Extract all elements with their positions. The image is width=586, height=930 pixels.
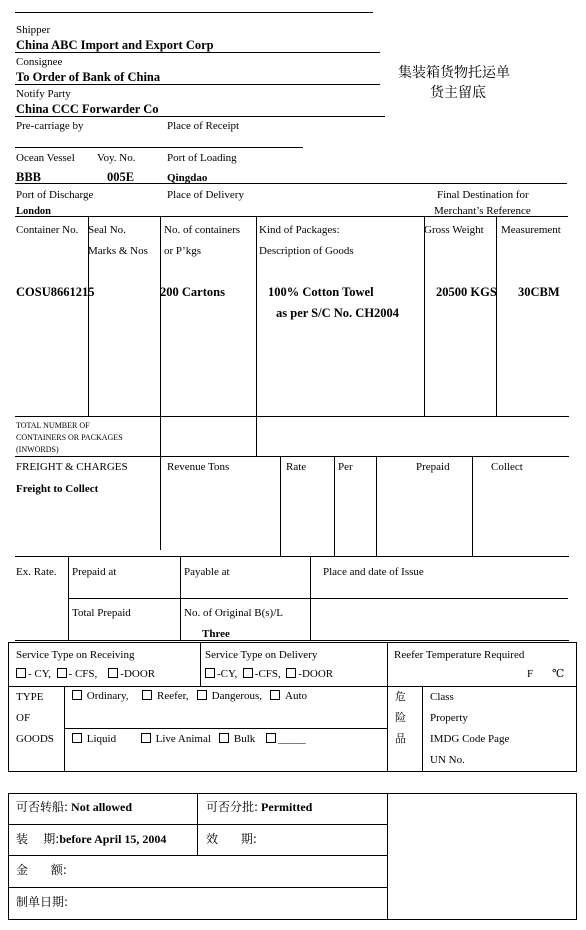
freight-label: FREIGHT & CHARGES [16, 461, 128, 473]
freight-bottom-rule [15, 556, 569, 557]
cy-checkbox[interactable] [16, 668, 26, 678]
door-checkbox[interactable] [108, 668, 118, 678]
cfs-label: -CFS, [254, 668, 281, 680]
bottom-rule-1 [8, 824, 388, 825]
reefer-c: ℃ [552, 668, 565, 680]
doc-title: 集装箱货物托运单 [398, 65, 510, 81]
shipment-row [16, 832, 166, 847]
freight-col-line [472, 456, 473, 556]
shipment-value: before April 15, 2004 [59, 832, 167, 846]
receipt-rule [15, 147, 303, 148]
voyage-value: 005E [107, 170, 135, 184]
bottom-col-line [387, 793, 388, 920]
pre-carriage-label: Pre-carriage by [16, 120, 84, 132]
validity-row [206, 832, 257, 847]
service-receiving-label: Service Type on Receiving [16, 649, 135, 661]
auto-checkbox[interactable] [270, 690, 280, 700]
place-delivery-label: Place of Delivery [167, 189, 244, 201]
danger-cn-2: 险 [395, 711, 406, 724]
cargo-col-line [160, 216, 161, 456]
kind-header: Kind of Packages: [259, 224, 340, 236]
notify-label: Notify Party [16, 88, 71, 100]
freight-col-line [160, 456, 161, 550]
cargo-col-line [256, 216, 257, 456]
partial-value: Permitted [261, 800, 313, 814]
danger-class: Class [430, 691, 454, 703]
payable-at-label: Payable at [184, 566, 230, 578]
notify-value: China CCC Forwarder Co [16, 102, 159, 116]
cy-label: - CY, [28, 668, 52, 680]
goods-label: GOODS [16, 733, 54, 745]
consignee-label: Consignee [16, 56, 63, 68]
total-prepaid-label: Total Prepaid [72, 607, 131, 619]
exrate-bottom-rule [15, 640, 569, 641]
cfs-label: - CFS, [68, 668, 98, 680]
or-pkgs-header: or P’kgs [164, 245, 201, 257]
per-label: Per [338, 461, 353, 473]
service-delivery-options [205, 668, 333, 681]
liquid-checkbox[interactable] [72, 733, 82, 743]
exrate-mid-rule [68, 598, 568, 599]
container-value: COSU8661215 [16, 285, 95, 299]
goods-value: 100% Cotton Towel [268, 285, 374, 299]
freight-col-line [280, 456, 281, 556]
desc-header: Description of Goods [259, 245, 354, 257]
top-rule [15, 12, 373, 13]
reefer-label: Reefer Temperature Required [394, 649, 525, 661]
cargo-col-line [88, 216, 89, 416]
port-discharge-value: London [16, 206, 52, 217]
bulk-checkbox[interactable] [219, 733, 229, 743]
no-containers-header: No. of containers [164, 224, 241, 236]
service-col-line [387, 642, 388, 772]
door-checkbox[interactable] [286, 668, 296, 678]
danger-un: UN No. [430, 754, 465, 766]
doc-subtitle: 货主留底 [430, 85, 486, 101]
gross-header: Gross Weight [424, 224, 484, 236]
total-number-line1: TOTAL NUMBER OF [16, 421, 90, 430]
cargo-bottom-rule [15, 416, 569, 417]
prepaid-label: Prepaid [416, 461, 450, 473]
final-dest-line1: Final Destination for [437, 189, 529, 201]
transship-value: Not allowed [71, 800, 133, 814]
reefer-f: F [527, 668, 534, 680]
container-no-header: Container No. [16, 224, 79, 236]
cy-checkbox[interactable] [205, 668, 215, 678]
liquid-label: Liquid [86, 733, 117, 745]
other-blank: _____ [278, 733, 306, 745]
danger-cn-3: 品 [395, 732, 406, 745]
danger-cn-1: 危 [395, 690, 406, 703]
vessel-rule [15, 183, 567, 184]
freight-col-line [376, 456, 377, 556]
service-delivery-label: Service Type on Delivery [205, 649, 318, 661]
service-receiving-options [16, 668, 155, 681]
partial-label: 可否分批: [206, 800, 259, 814]
other-checkbox[interactable] [266, 733, 276, 743]
marks-header: Marks & Nos [88, 245, 148, 257]
bottom-rule-3 [8, 887, 388, 888]
port-loading-value: Qingdao [167, 172, 208, 184]
live-animal-label: Live Animal [155, 733, 211, 745]
cy-label: -CY, [217, 668, 238, 680]
cartons-value: 200 Cartons [160, 285, 225, 299]
transship-row [16, 800, 132, 815]
seal-no-header: Seal No. [88, 224, 126, 236]
place-issue-label: Place and date of Issue [323, 566, 424, 578]
date-label: 制单日期: [16, 895, 69, 909]
date-row [16, 895, 68, 910]
total-rule [15, 456, 569, 457]
measurement-value: 30CBM [518, 285, 560, 299]
shipper-label: Shipper [16, 24, 51, 36]
cargo-col-line [496, 216, 497, 416]
bulk-label: Bulk [233, 733, 256, 745]
cargo-col-line [424, 216, 425, 416]
discharge-rule [15, 216, 568, 217]
type-label: TYPE [16, 691, 44, 703]
transship-label: 可否转船: [16, 800, 69, 814]
auto-label: Auto [285, 690, 308, 702]
bottom-rule-2 [8, 855, 388, 856]
danger-col-line [422, 686, 423, 772]
amount-label: 金 额: [16, 863, 67, 877]
door-label: -DOOR [298, 668, 334, 680]
goods-row-2 [72, 733, 306, 746]
shipper-value: China ABC Import and Export Corp [16, 38, 214, 52]
place-receipt-label: Place of Receipt [167, 120, 240, 132]
danger-property: Property [430, 712, 468, 724]
exrate-label: Ex. Rate. [16, 566, 57, 578]
vessel-value: BBB [16, 170, 42, 184]
freight-value: Freight to Collect [16, 483, 99, 495]
goods-row-1 [72, 690, 307, 703]
total-number-line3: (INWORDS) [16, 445, 59, 454]
dangerous-label: Dangerous, [211, 690, 263, 702]
door-label: -DOOR [120, 668, 156, 680]
final-dest-line2: Merchant’s Reference [434, 205, 531, 217]
shipment-label: 装 期: [16, 832, 60, 846]
service-mid-rule [8, 686, 577, 687]
cfs-checkbox[interactable] [243, 668, 253, 678]
voyage-label: Voy. No. [97, 152, 136, 164]
weight-value: 20500 KGS [436, 285, 497, 299]
prepaid-at-label: Prepaid at [72, 566, 117, 578]
cfs-checkbox[interactable] [57, 668, 67, 678]
revenue-label: Revenue Tons [167, 461, 230, 473]
amount-row [16, 863, 67, 878]
live-animal-checkbox[interactable] [141, 733, 151, 743]
vessel-label: Ocean Vessel [16, 152, 75, 164]
originals-value: Three [202, 628, 230, 640]
partial-row [206, 800, 312, 815]
freight-col-line [334, 456, 335, 556]
notify-rule [15, 116, 385, 117]
reefer-type-label: Reefer, [157, 690, 189, 702]
port-loading-label: Port of Loading [167, 152, 237, 164]
consignee-value: To Order of Bank of China [16, 70, 161, 84]
shipper-rule [15, 52, 380, 53]
port-discharge-label: Port of Discharge [16, 189, 94, 201]
reefer-checkbox[interactable] [142, 690, 152, 700]
sc-value: as per S/C No. CH2004 [276, 306, 400, 320]
dangerous-checkbox[interactable] [197, 690, 207, 700]
ordinary-label: Ordinary, [86, 690, 129, 702]
originals-label: No. of Original B(s)/L [184, 607, 283, 619]
consignee-rule [15, 84, 380, 85]
danger-imdg: IMDG Code Page [430, 733, 510, 745]
goods-mid-rule [64, 728, 387, 729]
rate-label: Rate [286, 461, 307, 473]
of-label: OF [16, 712, 31, 724]
total-number-line2: CONTAINERS OR PACKAGES [16, 433, 123, 442]
service-col-line [200, 642, 201, 686]
collect-label: Collect [491, 461, 523, 473]
goods-col-line [64, 686, 65, 772]
validity-label: 效 期: [206, 832, 257, 846]
measure-header: Measurement [501, 224, 561, 236]
ordinary-checkbox[interactable] [72, 690, 82, 700]
